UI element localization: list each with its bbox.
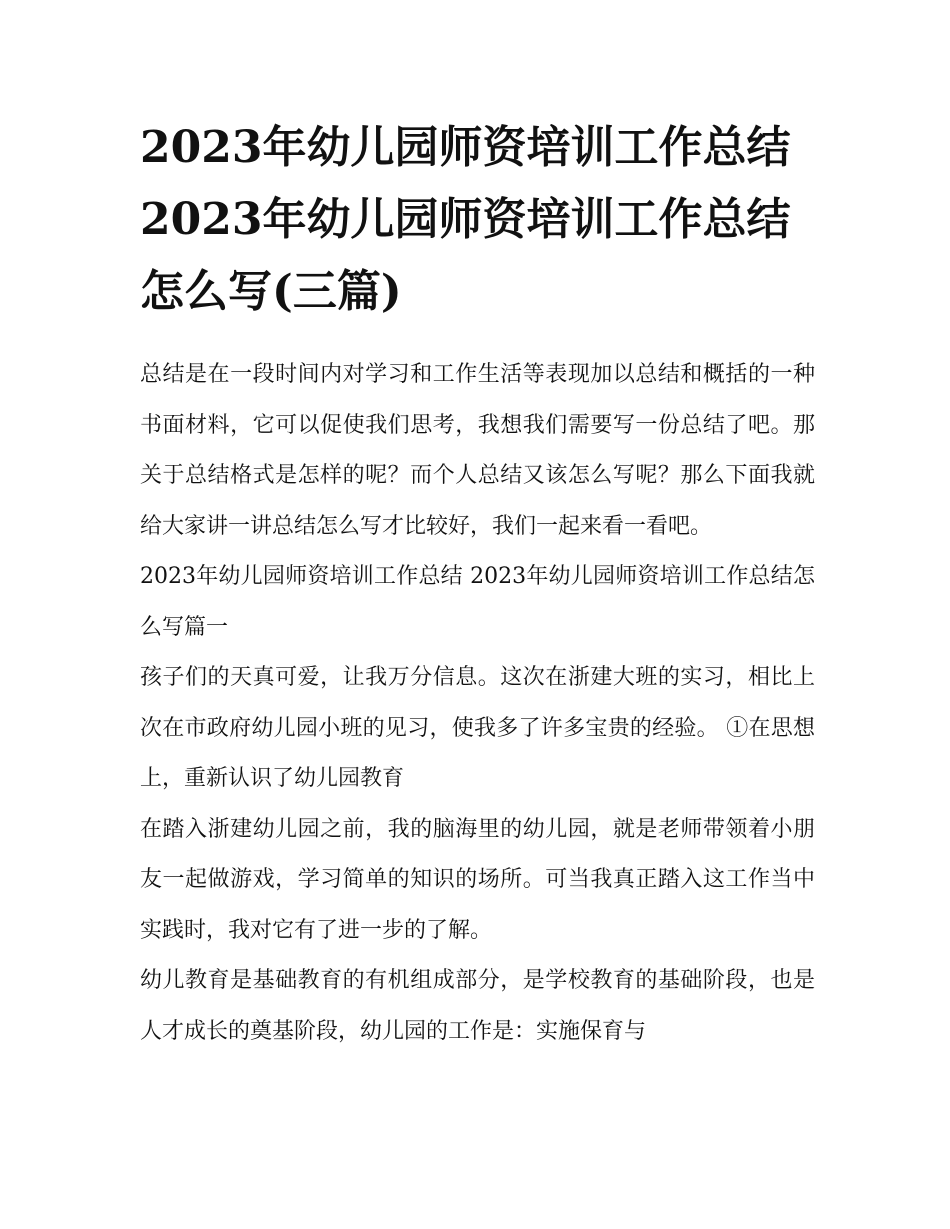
paragraph-kindergarten-impression: 在踏入浙建幼儿园之前，我的脑海里的幼儿园，就是老师带领着小朋友一起做游戏，学习简单的知识的场所。可当我真正踏入这工作当中实践时，我对它有了进一步的了解。	[140, 816, 815, 943]
document-page	[140, 112, 815, 1057]
document-title: 2023年幼儿园师资培训工作总结 2023年幼儿园师资培训工作总结怎么写(三篇)	[140, 122, 791, 317]
paragraph-section-heading: 2023年幼儿园师资培训工作总结 2023年幼儿园师资培训工作总结怎么写篇一	[140, 564, 815, 640]
paragraph-early-education: 幼儿教育是基础教育的有机组成部分，是学校教育的基础阶段，也是人才成长的奠基阶段，幼儿园的工作是：实施保育与	[140, 968, 815, 1044]
paragraph-children: 孩子们的天真可爱，让我万分信息。这次在浙建大班的实习，相比上次在市政府幼儿园小班的见习，使我多了许多宝贵的经验。 ①在思想上，重新认识了幼儿园教育	[140, 665, 815, 791]
document-body	[140, 350, 815, 1057]
paragraph-intro: 总结是在一段时间内对学习和工作生活等表现加以总结和概括的一种书面材料，它可以促使我们思考，我想我们需要写一份总结了吧。那关于总结格式是怎样的呢？而个人总结又该怎么写呢？那么下面我就给大家讲一讲总结怎么写才比较好，我们一起来看一看吧。	[140, 362, 815, 539]
